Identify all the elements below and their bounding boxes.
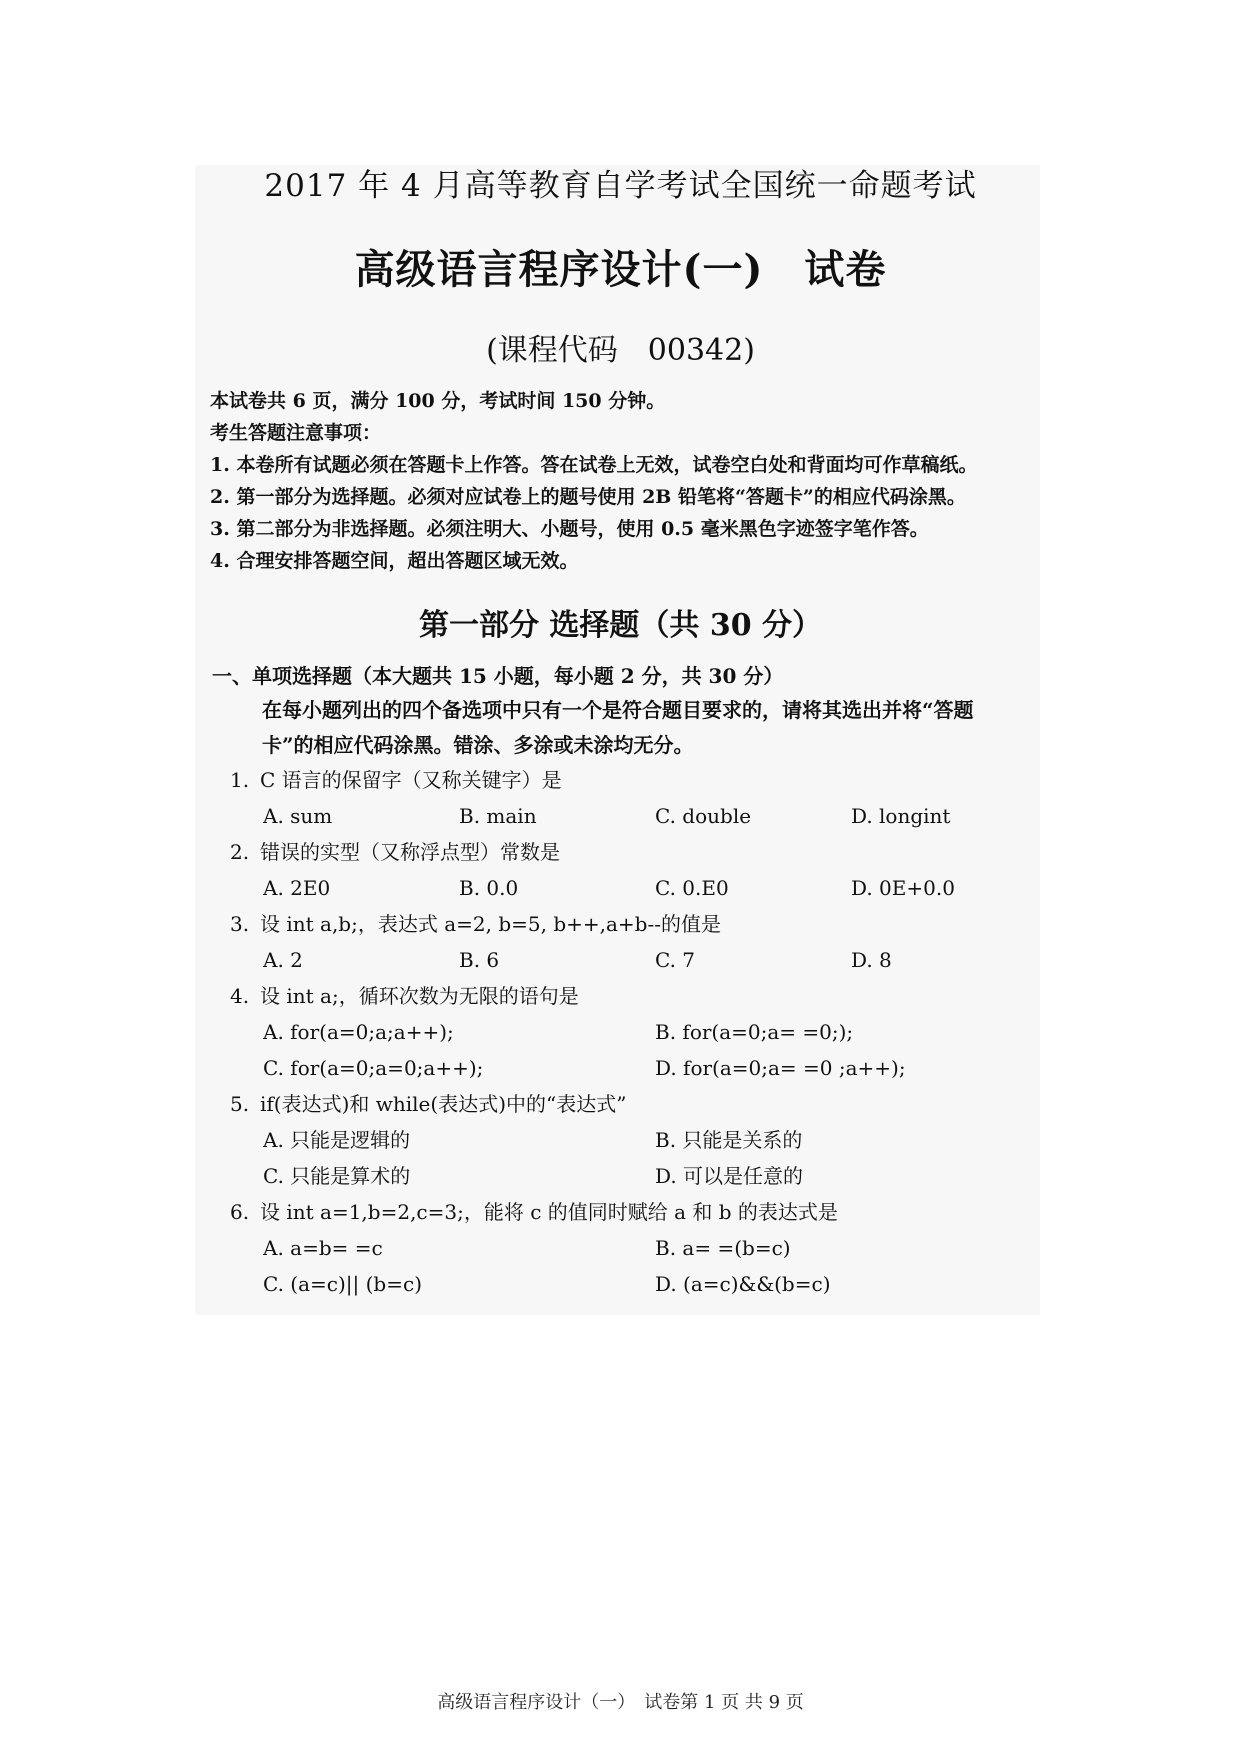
notice-item: 1. 本卷所有试题必须在答题卡上作答。答在试卷上无效，试卷空白处和背面均可作草稿纸。 [210, 454, 978, 476]
question-1 [230, 762, 1050, 834]
option-d: D. (a=c)&&(b=c) [655, 1272, 831, 1296]
option-c: C. 7 [655, 948, 696, 972]
notice-item: 3. 第二部分为非选择题。必须注明大、小题号，使用 0.5 毫米黑色字迹签字笔作答。 [210, 518, 929, 540]
question-3 [230, 906, 1050, 978]
option-c: C. double [655, 804, 752, 828]
option-c: C. 0.E0 [655, 876, 729, 900]
option-d: D. for(a=0;a= =0 ;a++); [655, 1056, 906, 1080]
question-number: 5. [230, 1092, 250, 1116]
option-b: B. a= =(b=c) [655, 1236, 791, 1260]
question-list [230, 762, 1050, 1302]
option-c: C. for(a=0;a=0;a++); [263, 1056, 484, 1080]
question-stem: C 语言的保留字（又称关键字）是 [260, 768, 562, 792]
option-a: A. 只能是逻辑的 [263, 1128, 411, 1152]
notice-heading: 考生答题注意事项： [210, 422, 382, 444]
exam-notice [210, 385, 1070, 577]
part-one-title: 第一部分 选择题（共 30 分） [418, 608, 823, 643]
section-one-title: 一、单项选择题（本大题共 15 小题，每小题 2 分，共 30 分） [212, 664, 784, 688]
question-stem: 设 int a,b;，表达式 a=2, b=5, b++,a+b--的值是 [260, 912, 722, 936]
instruction-line: 在每小题列出的四个备选项中只有一个是符合题目要求的，请将其选出并将“答题 [262, 698, 974, 722]
question-number: 3. [230, 912, 250, 936]
option-d: D. 0E+0.0 [851, 876, 955, 900]
option-d: D. 8 [851, 948, 892, 972]
option-b: B. 只能是关系的 [655, 1128, 803, 1152]
option-a: A. 2E0 [263, 876, 331, 900]
option-b: B. for(a=0;a= =0;); [655, 1020, 854, 1044]
exam-header: 2017 年 4 月高等教育自学考试全国统一命题考试 [264, 168, 977, 204]
option-a: A. a=b= =c [263, 1236, 383, 1260]
notice-intro: 本试卷共 6 页，满分 100 分，考试时间 150 分钟。 [210, 390, 666, 412]
option-a: A. for(a=0;a;a++); [263, 1020, 454, 1044]
question-number: 1. [230, 768, 250, 792]
notice-item: 4. 合理安排答题空间，超出答题区域无效。 [210, 550, 579, 572]
question-stem: 设 int a;，循环次数为无限的语句是 [260, 984, 579, 1008]
option-c: C. 只能是算术的 [263, 1164, 411, 1188]
question-stem: 设 int a=1,b=2,c=3;，能将 c 的值同时赋给 a 和 b 的表达式是 [260, 1200, 838, 1224]
course-code: (课程代码 00342) [486, 333, 755, 368]
option-c: C. (a=c)|| (b=c) [263, 1272, 422, 1296]
question-stem: 错误的实型（又称浮点型）常数是 [260, 840, 560, 864]
section-one-instruction [212, 693, 1072, 763]
option-b: B. 0.0 [459, 876, 519, 900]
notice-item: 2. 第一部分为选择题。必须对应试卷上的题号使用 2B 铅笔将“答题卡”的相应代码涂黑。 [210, 486, 966, 508]
question-number: 4. [230, 984, 250, 1008]
option-b: B. 6 [459, 948, 500, 972]
option-d: D. 可以是任意的 [655, 1164, 804, 1188]
question-number: 2. [230, 840, 250, 864]
section-one-header [212, 660, 1072, 763]
question-6 [230, 1194, 1050, 1302]
option-b: B. main [459, 804, 537, 828]
option-a: A. sum [263, 804, 333, 828]
paper-title: 高级语言程序设计(一) 试卷 [354, 246, 887, 293]
option-d: D. longint [851, 804, 951, 828]
question-stem: if(表达式)和 while(表达式)中的“表达式” [260, 1092, 627, 1116]
page-footer: 高级语言程序设计（一） 试卷第 1 页 共 9 页 [437, 1692, 804, 1713]
question-2 [230, 834, 1050, 906]
question-4 [230, 978, 1050, 1086]
question-number: 6. [230, 1200, 250, 1224]
question-5 [230, 1086, 1050, 1194]
instruction-line: 卡”的相应代码涂黑。错涂、多涂或未涂均无分。 [262, 733, 694, 757]
option-a: A. 2 [263, 948, 303, 972]
